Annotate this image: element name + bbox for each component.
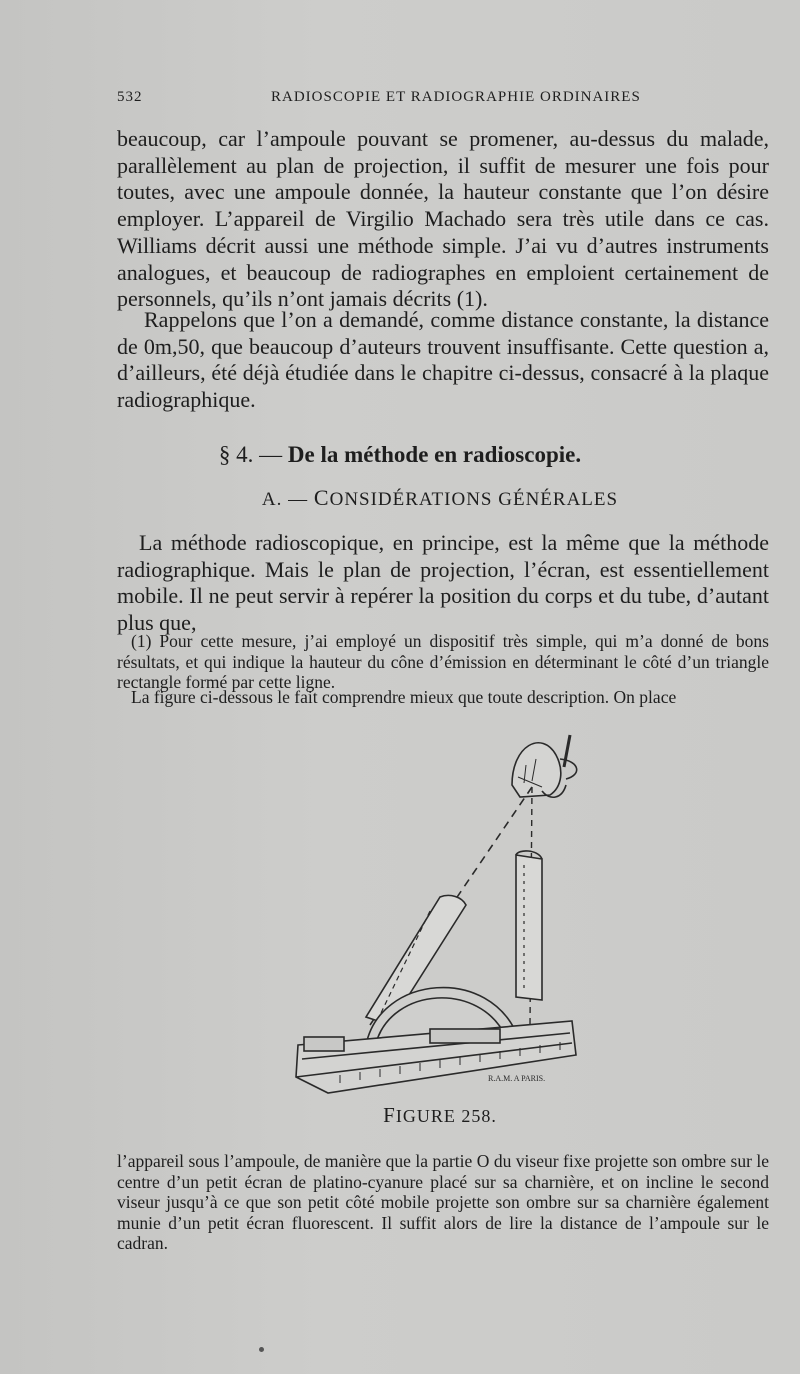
subsection-title-initial: C (313, 485, 330, 510)
figure-caption (0, 1103, 800, 1128)
figure-caption-text: IGURE 258. (395, 1106, 497, 1126)
ink-speck (259, 1347, 264, 1352)
subsection-label: A. — (261, 489, 309, 510)
engraver-mark: R.A.M. A PARIS. (488, 1074, 546, 1083)
footnote-description: l’appareil sous l’ampoule, de manière que la partie O du viseur fixe projette son ombre sur le centre d’un petit écran de platino-cyanure placé sur sa charnière, et on incline le second viseur jusqu’à ce que son petit côté mobile projette son ombre sur sa charnière également munie d’un petit écran fluorescent. Il suffit alors de lire la distance de l’ampoule sur le cadran. (117, 1151, 769, 1253)
figure-caption-initial: F (383, 1103, 396, 1127)
footnote-1: (1) Pour cette mesure, j’ai employé un dispositif très simple, qui m’a donné de bons résultats, et qui indique la hauteur du cône d’émission en déterminant le côté d’un triangle rectangle formé par cette ligne. (117, 631, 769, 692)
figure-apparatus-illustration (280, 725, 600, 1100)
section-title: De la méthode en radioscopie. (287, 442, 582, 467)
section-heading (0, 442, 800, 468)
paragraph-3: La méthode radioscopique, en principe, est la même que la méthode radiographique. Mais le plan de projection, l’écran, est essentiellement mobile. Il ne peut servir à repérer la position du corps et du tube, d’autant plus que, (117, 530, 769, 636)
paragraph-2: Rappelons que l’on a demandé, comme distance constante, la distance de 0m,50, que beaucoup d’auteurs trouvent insuffisante. Cette question a, d’ailleurs, été déjà étudiée dans le chapitre ci-dessus, consacré à la plaque radiographique. (117, 307, 769, 413)
paragraph-1: beaucoup, car l’ampoule pouvant se promener, au-dessus du malade, parallèlement au plan de projection, il suffit de mesurer une fois pour toutes, avec une ampoule donnée, la hauteur constante que l’on désire employer. L’appareil de Virgilio Machado sera très utile dans ce cas. Williams décrit aussi une méthode simple. J’ai vu d’autres instruments analogues, et beaucoup de radiographes en emploient certainement de personnels, qu’ils n’ont jamais décrits (1). (117, 126, 769, 312)
footnote-continuation: La figure ci-dessous le fait comprendre mieux que toute description. On place (131, 687, 677, 707)
subsection-heading (0, 485, 800, 511)
page-number: 532 (117, 89, 143, 105)
section-number: § 4. — (218, 442, 283, 467)
running-title: RADIOSCOPIE ET RADIOGRAPHIE ORDINAIRES (271, 89, 641, 105)
subsection-title: ONSIDÉRATIONS GÉNÉRALES (329, 489, 619, 510)
